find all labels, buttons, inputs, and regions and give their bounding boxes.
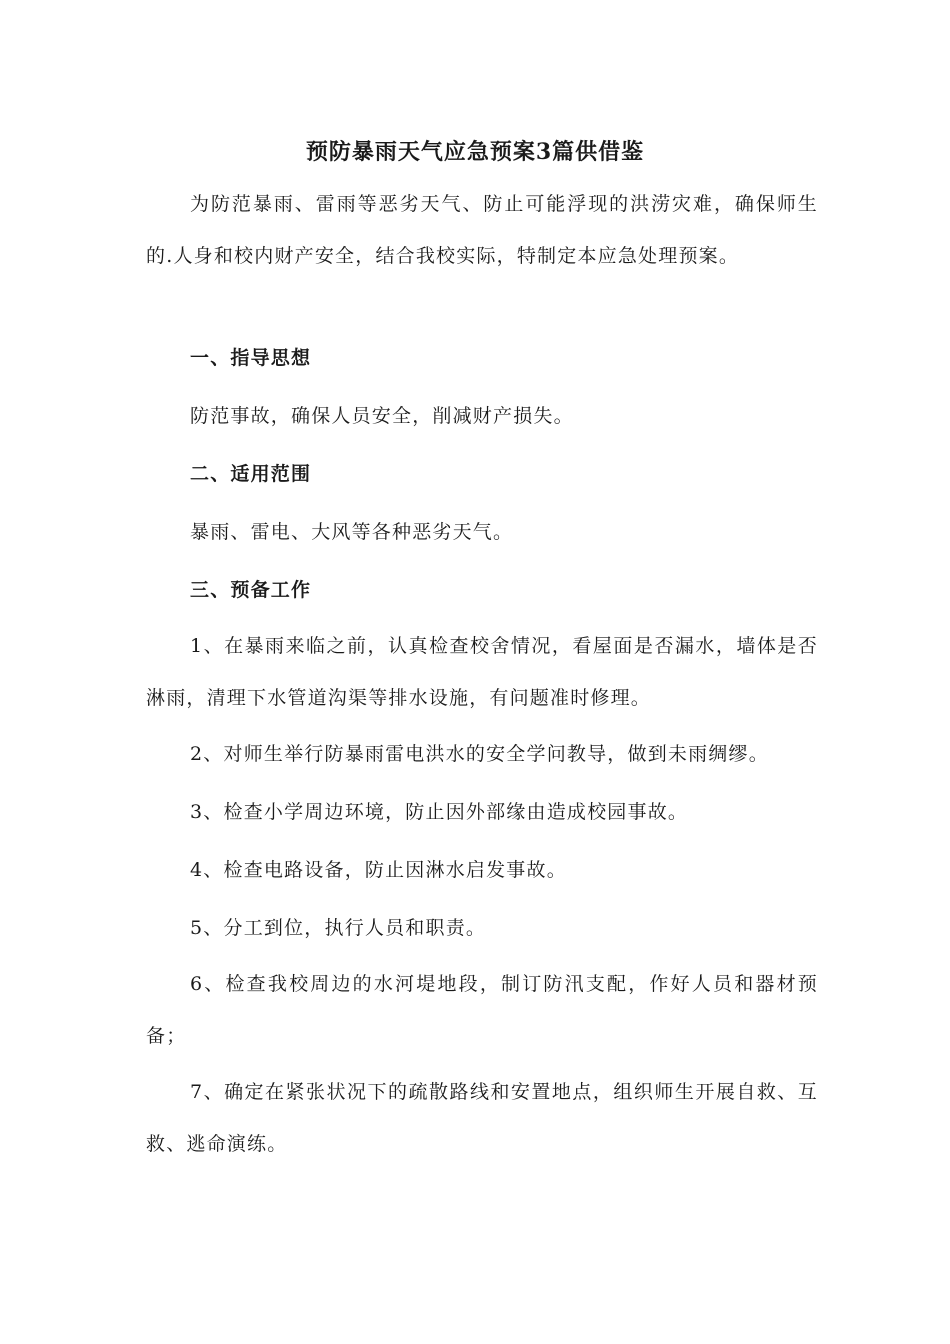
list-item: 2、对师生举行防暴雨雷电洪水的安全学问教导，做到未雨绸缪。 <box>190 743 769 765</box>
intro-paragraph: 为防范暴雨、雷雨等恶劣天气、防止可能浮现的洪涝灾难，确保师生的.人身和校内财产安全，结合我校实际，特制定本应急处理预案。 <box>146 193 818 267</box>
list-item: 4、检查电路设备，防止因淋水启发事故。 <box>190 859 567 881</box>
section-heading-preparation: 三、预备工作 <box>190 579 312 601</box>
list-item: 3、检查小学周边环境，防止因外部缘由造成校园事故。 <box>190 801 689 823</box>
section-body-guiding-principle: 防范事故，确保人员安全，削减财产损失。 <box>190 405 574 427</box>
list-item: 6、检查我校周边的水河堤地段，制订防汛支配，作好人员和器材预备； <box>146 973 818 1047</box>
section-heading-scope: 二、适用范围 <box>190 463 312 485</box>
section-heading-guiding-principle: 一、指导思想 <box>190 347 312 369</box>
list-item: 5、分工到位，执行人员和职责。 <box>190 917 487 939</box>
list-item: 7、确定在紧张状况下的疏散路线和安置地点，组织师生开展自救、互救、逃命演练。 <box>146 1081 818 1155</box>
section-body-scope: 暴雨、雷电、大风等各种恶劣天气。 <box>190 521 514 543</box>
page-title: 预防暴雨天气应急预案3篇供借鉴 <box>305 139 645 165</box>
list-item: 1、在暴雨来临之前，认真检查校舍情况，看屋面是否漏水，墙体是否淋雨，清理下水管道沟渠等排水设施，有问题准时修理。 <box>146 635 818 709</box>
